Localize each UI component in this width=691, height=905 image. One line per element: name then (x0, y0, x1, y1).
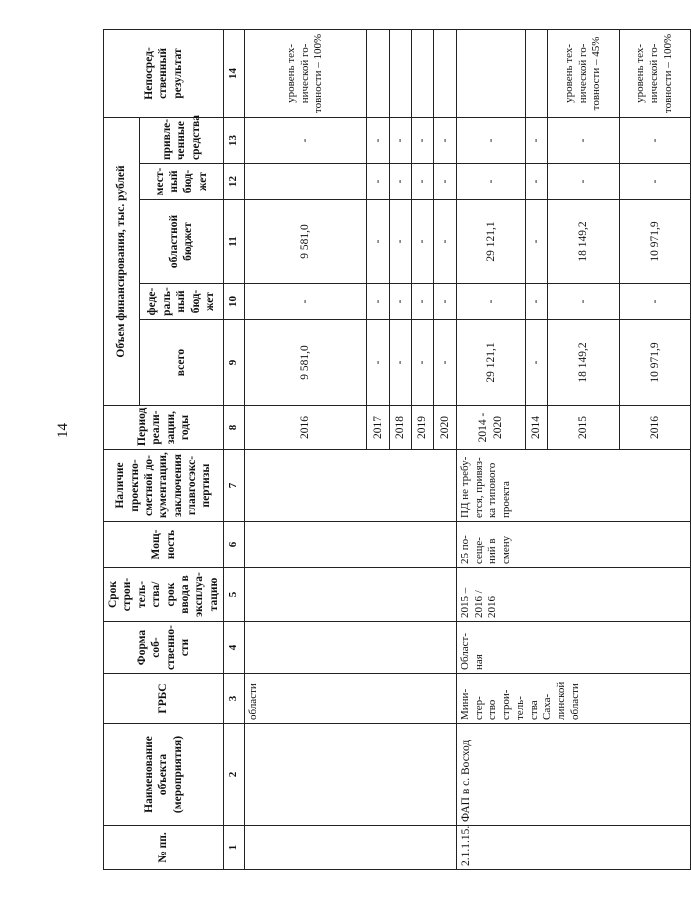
table-row (245, 29, 367, 869)
col-number: 4 (224, 622, 245, 674)
cell-result (389, 29, 411, 117)
cell-result: уровень тех-нической го-товности – 45% (548, 29, 619, 117)
cell-total: - (434, 320, 456, 406)
cell-name (245, 724, 457, 826)
cell-local: - (411, 164, 433, 200)
page-number: 14 (55, 423, 71, 438)
cell-local: - (367, 164, 389, 200)
cell-grbs: области (245, 674, 457, 724)
cell-local: - (434, 164, 456, 200)
header-result: Непосред-ственный результат (104, 29, 224, 117)
cell-federal: - (548, 284, 619, 320)
cell-total: - (525, 320, 547, 406)
cell-federal: - (434, 284, 456, 320)
cell-name: ФАП в с. Восход (456, 724, 690, 826)
cell-year: 2015 (548, 406, 619, 450)
cell-term (245, 568, 457, 622)
cell-local: - (619, 164, 690, 200)
cell-total: 9 581,0 (245, 320, 367, 406)
cell-federal: - (456, 284, 525, 320)
header-ownership: Форма соб-ственно-сти (104, 622, 224, 674)
cell-total: - (389, 320, 411, 406)
cell-power (245, 522, 457, 568)
header-name: Наименование объекта (мероприятия) (104, 724, 224, 826)
cell-regional: 9 581,0 (245, 200, 367, 284)
cell-docs: ПД не требу-ется, привяз-ка типового проекта (456, 450, 690, 522)
cell-local: - (456, 164, 525, 200)
cell-result (367, 29, 389, 117)
col-number: 3 (224, 674, 245, 724)
cell-regional: 29 121,1 (456, 200, 525, 284)
cell-year: 2019 (411, 406, 433, 450)
cell-regional: - (525, 200, 547, 284)
financing-table (103, 29, 691, 870)
cell-regional: 18 149,2 (548, 200, 619, 284)
cell-extra: - (434, 117, 456, 163)
cell-ownership: Област-ная (456, 622, 690, 674)
cell-local: - (548, 164, 619, 200)
header-regional: областной бюджет (139, 200, 223, 284)
cell-local (245, 164, 367, 200)
cell-year: 2014 - 2020 (456, 406, 525, 450)
cell-local: - (389, 164, 411, 200)
cell-federal: - (367, 284, 389, 320)
cell-regional: - (367, 200, 389, 284)
cell-federal: - (619, 284, 690, 320)
header-total: всего (139, 320, 223, 406)
cell-ownership (245, 622, 457, 674)
cell-local: - (525, 164, 547, 200)
cell-total: - (367, 320, 389, 406)
header-extra: привле-ченные средства (139, 117, 223, 163)
cell-federal: - (389, 284, 411, 320)
table-row (456, 29, 525, 869)
cell-total: 29 121,1 (456, 320, 525, 406)
header-grbs: ГРБС (104, 674, 224, 724)
cell-n: 2.1.1.15. (456, 826, 690, 870)
header-financing: Объем финансирования, тыс. рублей (104, 117, 140, 405)
cell-total: - (411, 320, 433, 406)
cell-year: 2017 (367, 406, 389, 450)
cell-total: 10 971,9 (619, 320, 690, 406)
header-term: Срок строи-тель-ства/срок ввода в эксплуа-тацию (104, 568, 224, 622)
header-local: мест-ный бюд-жет (139, 164, 223, 200)
cell-result: уровень тех-нической го-товности – 100% (245, 29, 367, 117)
cell-year: 2016 (619, 406, 690, 450)
col-number: 13 (224, 117, 245, 163)
cell-federal: - (245, 284, 367, 320)
cell-docs (245, 450, 457, 522)
col-number: 11 (224, 200, 245, 284)
cell-extra: - (548, 117, 619, 163)
rotated-sheet (103, 30, 685, 870)
cell-regional: - (434, 200, 456, 284)
cell-extra: - (367, 117, 389, 163)
cell-extra: - (411, 117, 433, 163)
header-period: Период реали-зации, годы (104, 406, 224, 450)
cell-result (525, 29, 547, 117)
header-power: Мощ-ность (104, 522, 224, 568)
cell-extra: - (389, 117, 411, 163)
col-number: 1 (224, 826, 245, 870)
cell-year: 2020 (434, 406, 456, 450)
cell-grbs: Мини-стер-ство строи-тель-ства Саха-линской области (456, 674, 690, 724)
header-docs: Наличие проектно-сметной до-кументации, заключения главгосэкс-пертизы (104, 450, 224, 522)
cell-extra: - (456, 117, 525, 163)
cell-year: 2014 (525, 406, 547, 450)
cell-year: 2018 (389, 406, 411, 450)
col-number: 7 (224, 450, 245, 522)
col-number: 5 (224, 568, 245, 622)
cell-regional: - (389, 200, 411, 284)
cell-n (245, 826, 457, 870)
cell-term: 2015 – 2016 / 2016 (456, 568, 690, 622)
cell-result (411, 29, 433, 117)
col-number: 10 (224, 284, 245, 320)
col-number: 12 (224, 164, 245, 200)
cell-result: уровень тех-нической го-товности – 100% (619, 29, 690, 117)
col-number: 2 (224, 724, 245, 826)
cell-result (456, 29, 525, 117)
cell-regional: - (411, 200, 433, 284)
cell-extra: - (525, 117, 547, 163)
header-n: № пп. (104, 826, 224, 870)
cell-extra: - (619, 117, 690, 163)
cell-result (434, 29, 456, 117)
cell-extra: - (245, 117, 367, 163)
table-wrapper (103, 30, 685, 870)
cell-regional: 10 971,9 (619, 200, 690, 284)
cell-federal: - (411, 284, 433, 320)
col-number: 6 (224, 522, 245, 568)
col-number: 14 (224, 29, 245, 117)
cell-power: 25 по-сеще-ний в смену (456, 522, 690, 568)
header-federal: феде-раль-ный бюд-жет (139, 284, 223, 320)
cell-year: 2016 (245, 406, 367, 450)
cell-federal: - (525, 284, 547, 320)
col-number: 8 (224, 406, 245, 450)
col-number: 9 (224, 320, 245, 406)
cell-total: 18 149,2 (548, 320, 619, 406)
